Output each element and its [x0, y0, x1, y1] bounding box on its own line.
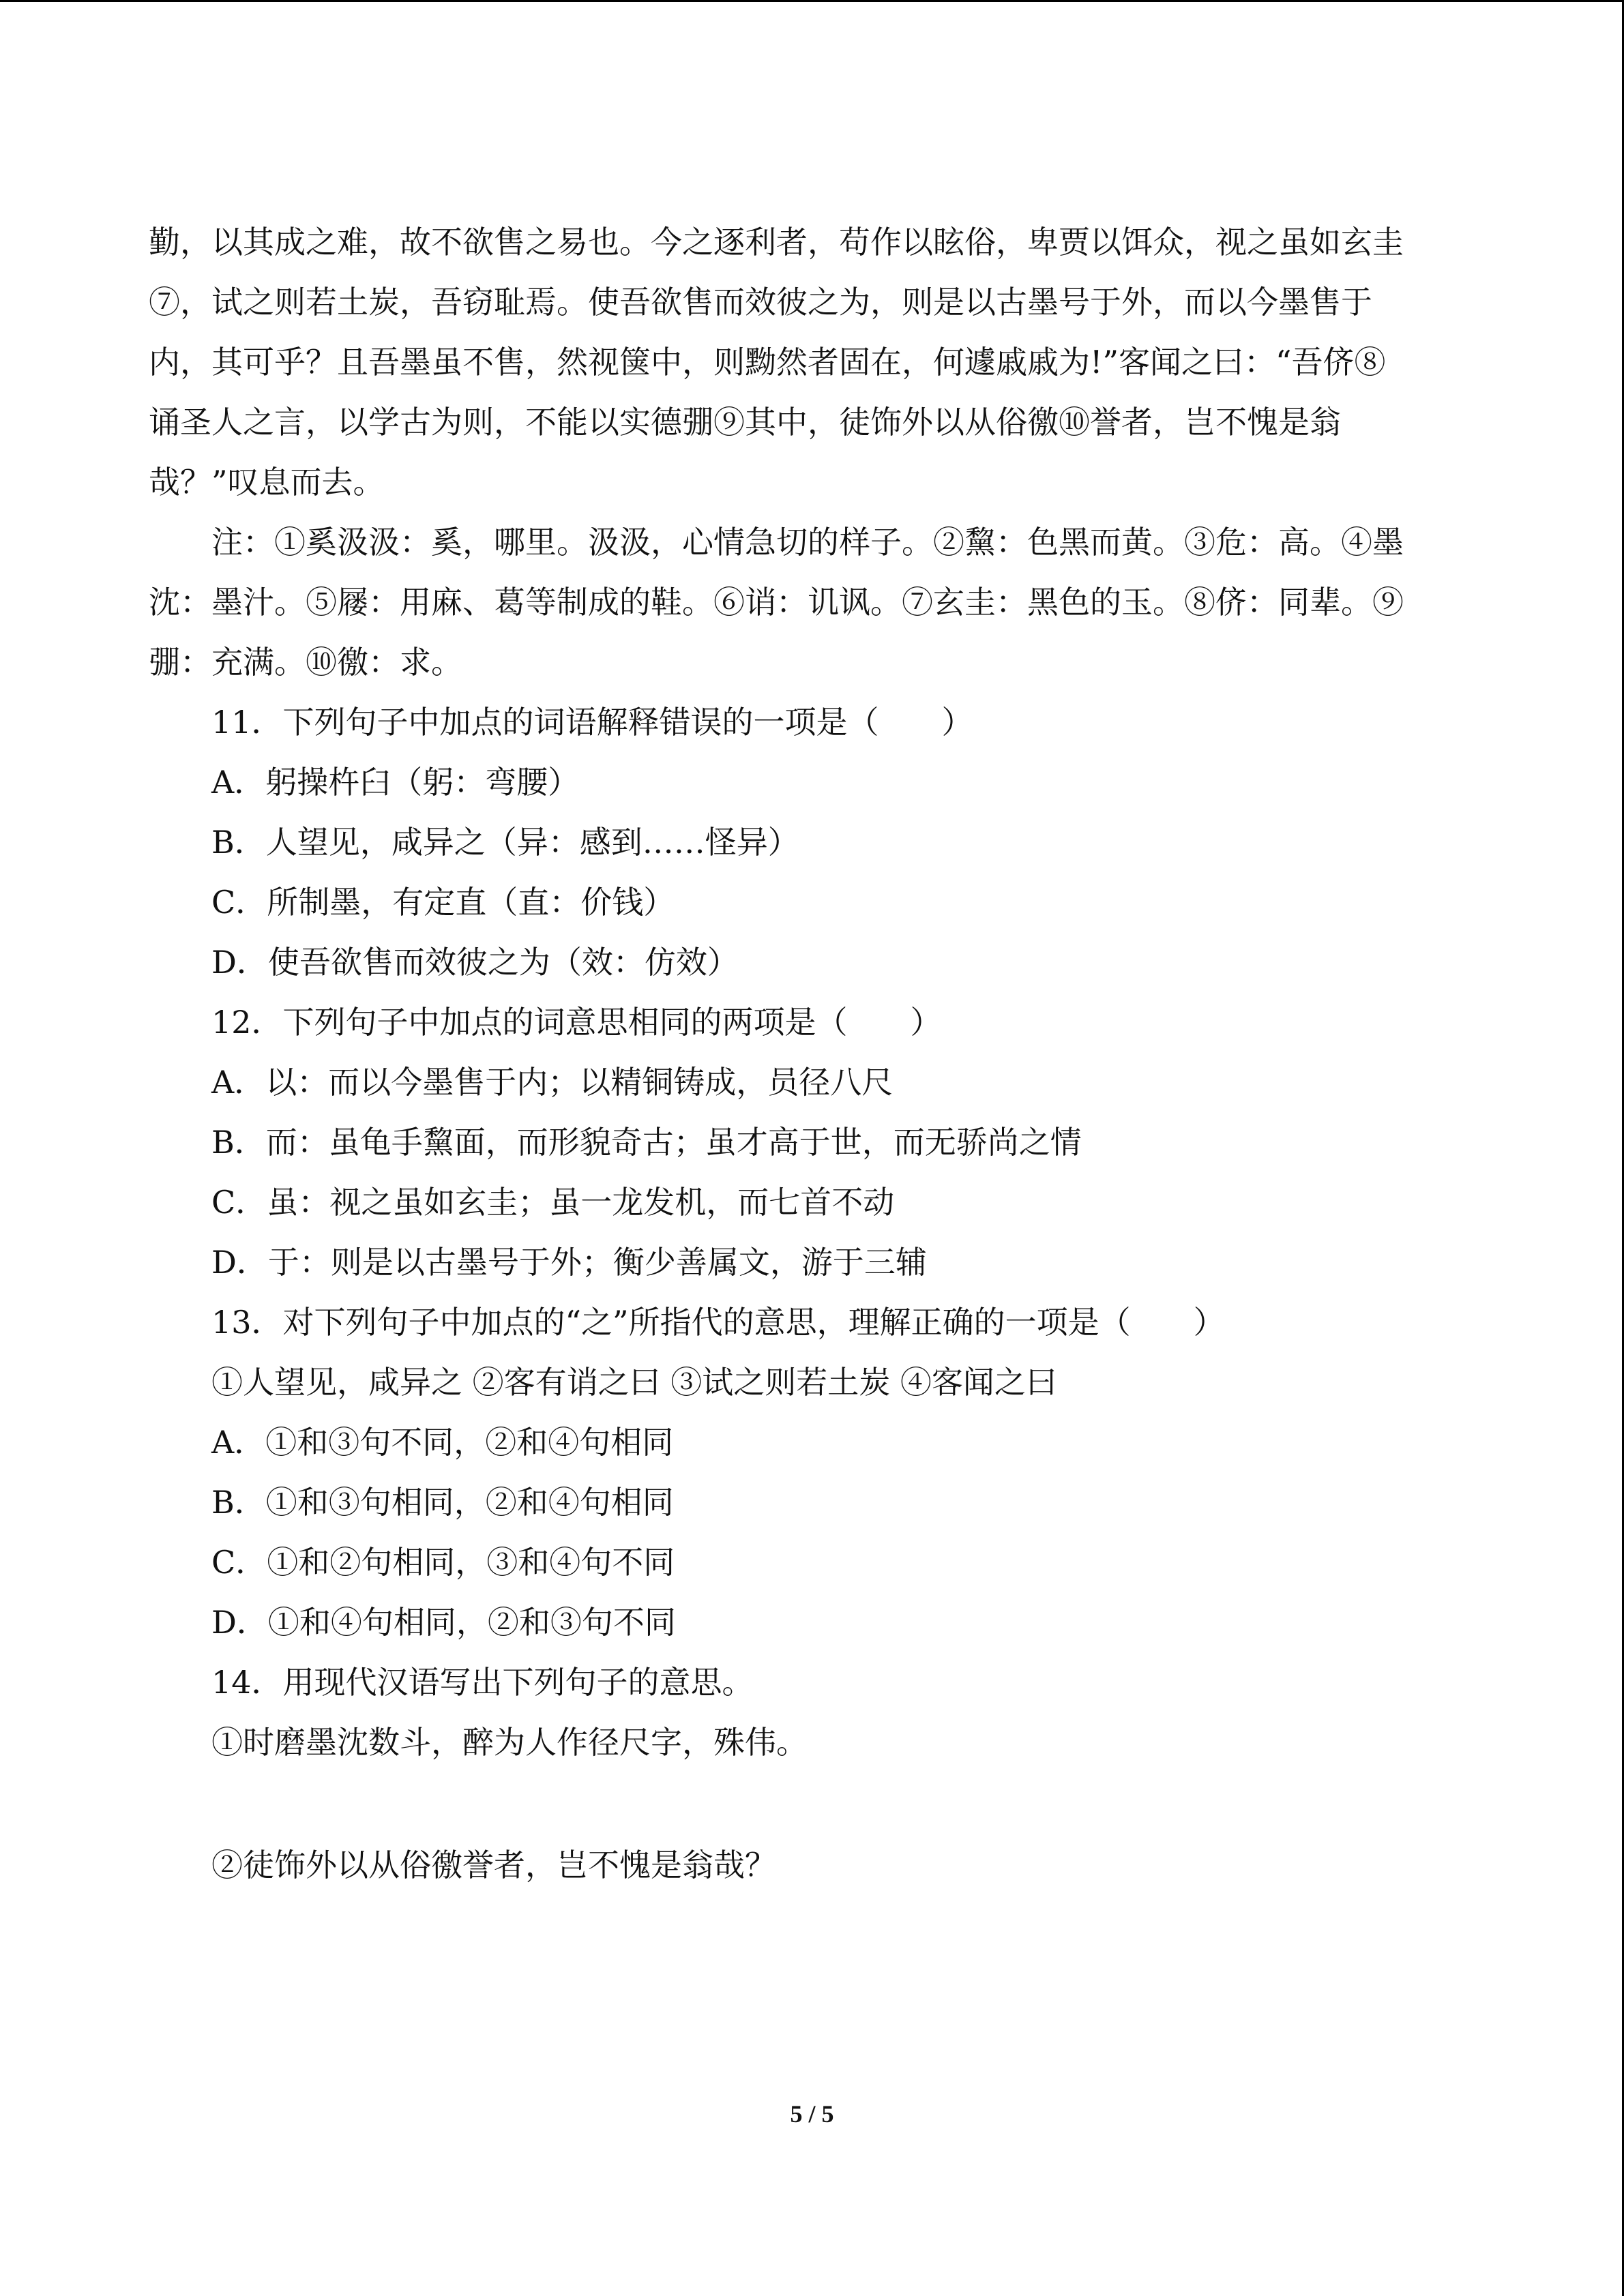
- passage-line: 勤，以其成之难，故不欲售之易也。今之逐利者，苟作以眩俗，卑贾以饵众，视之虽如玄圭: [149, 224, 1404, 260]
- passage-line: 哉？”叹息而去。: [149, 464, 385, 501]
- option-a: A．以：而以今墨售于内；以精铜铸成，员径八尺: [211, 1064, 894, 1101]
- option-b: B．人望见，咸异之（异：感到……怪异）: [211, 824, 799, 861]
- notes-line: 沈：墨汁。⑤屦：用麻、葛等制成的鞋。⑥诮：讥讽。⑦玄圭：黑色的玉。⑧侪：同辈。⑨: [149, 584, 1404, 621]
- passage-line: 内，其可乎？且吾墨虽不售，然视箧中，则黝然者固在，何遽戚戚为!”客闻之曰：“吾侪⑧: [149, 344, 1386, 381]
- page-content: [149, 212, 1486, 1895]
- option-a: A．躬操杵臼（躬：弯腰）: [211, 764, 580, 801]
- question-sentences: ①人望见，咸异之 ②客有诮之曰 ③试之则若土炭 ④客闻之曰: [211, 1364, 1057, 1401]
- question-14: [149, 1652, 1486, 1895]
- question-stem: 12．下列句子中加点的词意思相同的两项是（ ）: [211, 1004, 942, 1041]
- question-11: [149, 692, 1486, 992]
- option-c: C．所制墨，有定直（直：价钱）: [211, 884, 675, 921]
- option-a: A．①和③句不同，②和④句相同: [211, 1424, 674, 1461]
- option-d: D．使吾欲售而效彼之为（效：仿效）: [211, 944, 739, 981]
- question-13: [149, 1292, 1486, 1652]
- passage-line: 诵圣人之言，以学古为则，不能以实德弸⑨其中，徒饰外以从俗徼⑩誉者，岂不愧是翁: [149, 404, 1341, 441]
- translation-item: ②徒饰外以从俗徼誉者，岂不愧是翁哉？: [211, 1847, 776, 1883]
- option-d: D．①和④句相同，②和③句不同: [211, 1604, 676, 1641]
- option-c: C．虽：视之虽如玄圭；虽一龙发机，而七首不动: [211, 1184, 895, 1221]
- question-stem: 14．用现代汉语写出下列句子的意思。: [211, 1664, 754, 1701]
- question-12: [149, 992, 1486, 1292]
- page-number: 5 / 5: [790, 2100, 834, 2128]
- notes-line: 弸：充满。⑩徼：求。: [149, 644, 462, 681]
- option-d: D．于：则是以古墨号于外；衡少善属文，游于三辅: [211, 1244, 927, 1281]
- notes: [149, 512, 1486, 692]
- question-stem: 13．对下列句子中加点的“之”所指代的意思，理解正确的一项是（ ）: [211, 1304, 1225, 1341]
- passage-line: ⑦，试之则若土炭，吾窃耻焉。使吾欲售而效彼之为，则是以古墨号于外，而以今墨售于: [149, 284, 1372, 320]
- translation-item: ①时磨墨沈数斗，醉为人作径尺字，殊伟。: [211, 1724, 808, 1761]
- notes-line: 注：①奚汲汲：奚，哪里。汲汲，心情急切的样子。②黧：色黑而黄。③危：高。④墨: [211, 524, 1404, 561]
- question-stem: 11．下列句子中加点的词语解释错误的一项是（ ）: [211, 704, 973, 741]
- answer-space: [149, 1772, 1486, 1835]
- option-b: B．①和③句相同，②和④句相同: [211, 1484, 674, 1521]
- passage: [149, 212, 1486, 512]
- option-b: B．而：虽龟手黧面，而形貌奇古；虽才高于世，而无骄尚之情: [211, 1124, 1082, 1161]
- option-c: C．①和②句相同，③和④句不同: [211, 1544, 675, 1581]
